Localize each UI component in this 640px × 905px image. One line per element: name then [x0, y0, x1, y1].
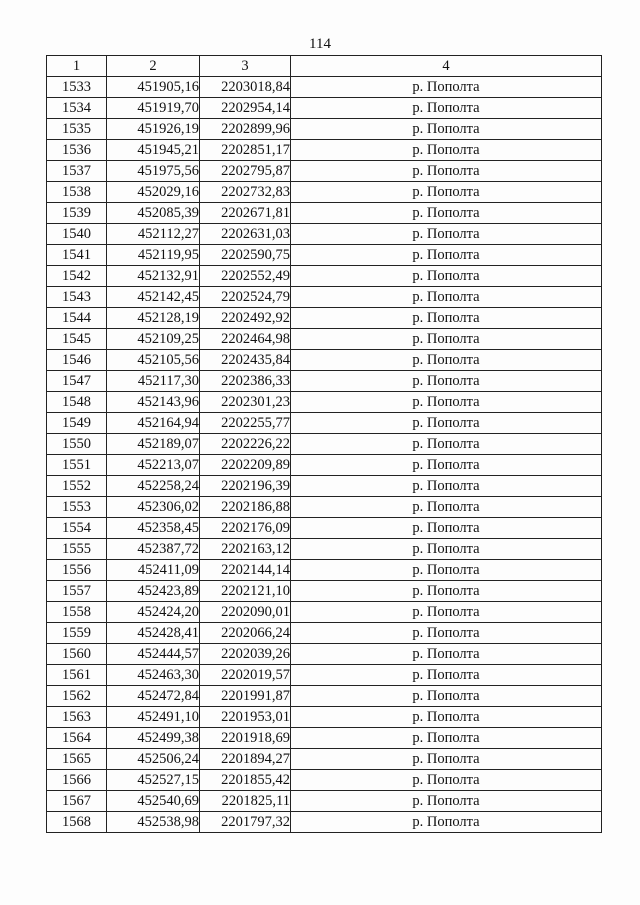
x-coordinate-cell: 452540,69: [107, 791, 200, 812]
table-row: [47, 224, 602, 245]
x-coordinate-cell: 452164,94: [107, 413, 200, 434]
x-coordinate-cell: 452527,15: [107, 770, 200, 791]
header-col-2: 2: [107, 56, 200, 77]
table-row: [47, 77, 602, 98]
description-cell: р. Пополта: [291, 308, 602, 329]
point-number-cell: 1562: [47, 686, 107, 707]
table-row: [47, 602, 602, 623]
description-cell: р. Пополта: [291, 602, 602, 623]
x-coordinate-cell: 452306,02: [107, 497, 200, 518]
point-number-cell: 1555: [47, 539, 107, 560]
x-coordinate-cell: 452358,45: [107, 518, 200, 539]
point-number-cell: 1533: [47, 77, 107, 98]
x-coordinate-cell: 452258,24: [107, 476, 200, 497]
point-number-cell: 1549: [47, 413, 107, 434]
description-cell: р. Пополта: [291, 560, 602, 581]
x-coordinate-cell: 451926,19: [107, 119, 200, 140]
y-coordinate-cell: 2202795,87: [200, 161, 291, 182]
x-coordinate-cell: 452112,27: [107, 224, 200, 245]
table-row: [47, 287, 602, 308]
description-cell: р. Пополта: [291, 539, 602, 560]
table-row: [47, 392, 602, 413]
point-number-cell: 1563: [47, 707, 107, 728]
x-coordinate-cell: 452424,20: [107, 602, 200, 623]
y-coordinate-cell: 2201855,42: [200, 770, 291, 791]
table-row: [47, 560, 602, 581]
point-number-cell: 1534: [47, 98, 107, 119]
point-number-cell: 1552: [47, 476, 107, 497]
y-coordinate-cell: 2201918,69: [200, 728, 291, 749]
page-number: 114: [309, 36, 331, 52]
point-number-cell: 1536: [47, 140, 107, 161]
x-coordinate-cell: 452472,84: [107, 686, 200, 707]
y-coordinate-cell: 2202066,24: [200, 623, 291, 644]
table-row: [47, 203, 602, 224]
point-number-cell: 1548: [47, 392, 107, 413]
coordinates-table: [46, 55, 602, 833]
point-number-cell: 1550: [47, 434, 107, 455]
point-number-cell: 1543: [47, 287, 107, 308]
x-coordinate-cell: 451945,21: [107, 140, 200, 161]
table-row: [47, 749, 602, 770]
point-number-cell: 1564: [47, 728, 107, 749]
table-row: [47, 665, 602, 686]
description-cell: р. Пополта: [291, 350, 602, 371]
description-cell: р. Пополта: [291, 266, 602, 287]
y-coordinate-cell: 2202386,33: [200, 371, 291, 392]
point-number-cell: 1556: [47, 560, 107, 581]
y-coordinate-cell: 2201953,01: [200, 707, 291, 728]
description-cell: р. Пополта: [291, 749, 602, 770]
x-coordinate-cell: 452085,39: [107, 203, 200, 224]
table-row: [47, 98, 602, 119]
y-coordinate-cell: 2202435,84: [200, 350, 291, 371]
x-coordinate-cell: 451919,70: [107, 98, 200, 119]
y-coordinate-cell: 2202732,83: [200, 182, 291, 203]
y-coordinate-cell: 2202226,22: [200, 434, 291, 455]
description-cell: р. Пополта: [291, 686, 602, 707]
table-row: [47, 266, 602, 287]
table-row: [47, 728, 602, 749]
point-number-cell: 1557: [47, 581, 107, 602]
point-number-cell: 1546: [47, 350, 107, 371]
description-cell: р. Пополта: [291, 434, 602, 455]
point-number-cell: 1537: [47, 161, 107, 182]
description-cell: р. Пополта: [291, 77, 602, 98]
table-row: [47, 245, 602, 266]
description-cell: р. Пополта: [291, 455, 602, 476]
description-cell: р. Пополта: [291, 728, 602, 749]
description-cell: р. Пополта: [291, 476, 602, 497]
description-cell: р. Пополта: [291, 140, 602, 161]
x-coordinate-cell: 452105,56: [107, 350, 200, 371]
point-number-cell: 1541: [47, 245, 107, 266]
y-coordinate-cell: 2202851,17: [200, 140, 291, 161]
table-row: [47, 350, 602, 371]
y-coordinate-cell: 2202039,26: [200, 644, 291, 665]
table-row: [47, 182, 602, 203]
point-number-cell: 1568: [47, 812, 107, 833]
table-row: [47, 308, 602, 329]
description-cell: р. Пополта: [291, 119, 602, 140]
header-col-1: 1: [47, 56, 107, 77]
x-coordinate-cell: 452423,89: [107, 581, 200, 602]
point-number-cell: 1542: [47, 266, 107, 287]
x-coordinate-cell: 452538,98: [107, 812, 200, 833]
point-number-cell: 1554: [47, 518, 107, 539]
y-coordinate-cell: 2202176,09: [200, 518, 291, 539]
y-coordinate-cell: 2202631,03: [200, 224, 291, 245]
point-number-cell: 1545: [47, 329, 107, 350]
point-number-cell: 1547: [47, 371, 107, 392]
point-number-cell: 1567: [47, 791, 107, 812]
y-coordinate-cell: 2201825,11: [200, 791, 291, 812]
description-cell: р. Пополта: [291, 518, 602, 539]
x-coordinate-cell: 452117,30: [107, 371, 200, 392]
description-cell: р. Пополта: [291, 623, 602, 644]
table-row: [47, 812, 602, 833]
description-cell: р. Пополта: [291, 224, 602, 245]
description-cell: р. Пополта: [291, 287, 602, 308]
x-coordinate-cell: 451975,56: [107, 161, 200, 182]
y-coordinate-cell: 2202186,88: [200, 497, 291, 518]
table-row: [47, 581, 602, 602]
x-coordinate-cell: 452189,07: [107, 434, 200, 455]
description-cell: р. Пополта: [291, 203, 602, 224]
x-coordinate-cell: 452213,07: [107, 455, 200, 476]
x-coordinate-cell: 452143,96: [107, 392, 200, 413]
table-row: [47, 644, 602, 665]
x-coordinate-cell: 452499,38: [107, 728, 200, 749]
y-coordinate-cell: 2202552,49: [200, 266, 291, 287]
point-number-cell: 1560: [47, 644, 107, 665]
x-coordinate-cell: 452463,30: [107, 665, 200, 686]
point-number-cell: 1535: [47, 119, 107, 140]
point-number-cell: 1551: [47, 455, 107, 476]
point-number-cell: 1540: [47, 224, 107, 245]
point-number-cell: 1558: [47, 602, 107, 623]
y-coordinate-cell: 2201991,87: [200, 686, 291, 707]
header-col-3: 3: [200, 56, 291, 77]
y-coordinate-cell: 2202209,89: [200, 455, 291, 476]
table-row: [47, 434, 602, 455]
description-cell: р. Пополта: [291, 98, 602, 119]
y-coordinate-cell: 2202301,23: [200, 392, 291, 413]
y-coordinate-cell: 2202090,01: [200, 602, 291, 623]
description-cell: р. Пополта: [291, 413, 602, 434]
table-row: [47, 329, 602, 350]
y-coordinate-cell: 2202954,14: [200, 98, 291, 119]
point-number-cell: 1566: [47, 770, 107, 791]
x-coordinate-cell: 452132,91: [107, 266, 200, 287]
x-coordinate-cell: 452029,16: [107, 182, 200, 203]
description-cell: р. Пополта: [291, 581, 602, 602]
table-row: [47, 161, 602, 182]
description-cell: р. Пополта: [291, 392, 602, 413]
x-coordinate-cell: 452444,57: [107, 644, 200, 665]
x-coordinate-cell: 452411,09: [107, 560, 200, 581]
y-coordinate-cell: 2201797,32: [200, 812, 291, 833]
table-row: [47, 371, 602, 392]
table-row: [47, 119, 602, 140]
table-row: [47, 476, 602, 497]
x-coordinate-cell: 452506,24: [107, 749, 200, 770]
point-number-cell: 1559: [47, 623, 107, 644]
table-row: [47, 413, 602, 434]
description-cell: р. Пополта: [291, 707, 602, 728]
description-cell: р. Пополта: [291, 812, 602, 833]
x-coordinate-cell: 451905,16: [107, 77, 200, 98]
header-row: [47, 56, 602, 77]
x-coordinate-cell: 452109,25: [107, 329, 200, 350]
x-coordinate-cell: 452142,45: [107, 287, 200, 308]
description-cell: р. Пополта: [291, 329, 602, 350]
table-body: [47, 77, 602, 833]
description-cell: р. Пополта: [291, 182, 602, 203]
y-coordinate-cell: 2202196,39: [200, 476, 291, 497]
y-coordinate-cell: 2202121,10: [200, 581, 291, 602]
table-row: [47, 707, 602, 728]
description-cell: р. Пополта: [291, 770, 602, 791]
x-coordinate-cell: 452491,10: [107, 707, 200, 728]
y-coordinate-cell: 2202671,81: [200, 203, 291, 224]
table-row: [47, 518, 602, 539]
y-coordinate-cell: 2202524,79: [200, 287, 291, 308]
description-cell: р. Пополта: [291, 161, 602, 182]
description-cell: р. Пополта: [291, 644, 602, 665]
table-row: [47, 140, 602, 161]
point-number-cell: 1561: [47, 665, 107, 686]
point-number-cell: 1539: [47, 203, 107, 224]
description-cell: р. Пополта: [291, 791, 602, 812]
table-row: [47, 770, 602, 791]
y-coordinate-cell: 2202144,14: [200, 560, 291, 581]
point-number-cell: 1544: [47, 308, 107, 329]
x-coordinate-cell: 452128,19: [107, 308, 200, 329]
y-coordinate-cell: 2202019,57: [200, 665, 291, 686]
point-number-cell: 1553: [47, 497, 107, 518]
description-cell: р. Пополта: [291, 371, 602, 392]
y-coordinate-cell: 2202163,12: [200, 539, 291, 560]
header-col-4: 4: [291, 56, 602, 77]
table-row: [47, 791, 602, 812]
table-row: [47, 623, 602, 644]
table-row: [47, 539, 602, 560]
y-coordinate-cell: 2202492,92: [200, 308, 291, 329]
y-coordinate-cell: 2202590,75: [200, 245, 291, 266]
table-row: [47, 686, 602, 707]
table-row: [47, 455, 602, 476]
point-number-cell: 1565: [47, 749, 107, 770]
description-cell: р. Пополта: [291, 245, 602, 266]
y-coordinate-cell: 2202255,77: [200, 413, 291, 434]
table-row: [47, 497, 602, 518]
x-coordinate-cell: 452387,72: [107, 539, 200, 560]
x-coordinate-cell: 452119,95: [107, 245, 200, 266]
point-number-cell: 1538: [47, 182, 107, 203]
description-cell: р. Пополта: [291, 497, 602, 518]
y-coordinate-cell: 2201894,27: [200, 749, 291, 770]
x-coordinate-cell: 452428,41: [107, 623, 200, 644]
y-coordinate-cell: 2203018,84: [200, 77, 291, 98]
y-coordinate-cell: 2202899,96: [200, 119, 291, 140]
y-coordinate-cell: 2202464,98: [200, 329, 291, 350]
description-cell: р. Пополта: [291, 665, 602, 686]
